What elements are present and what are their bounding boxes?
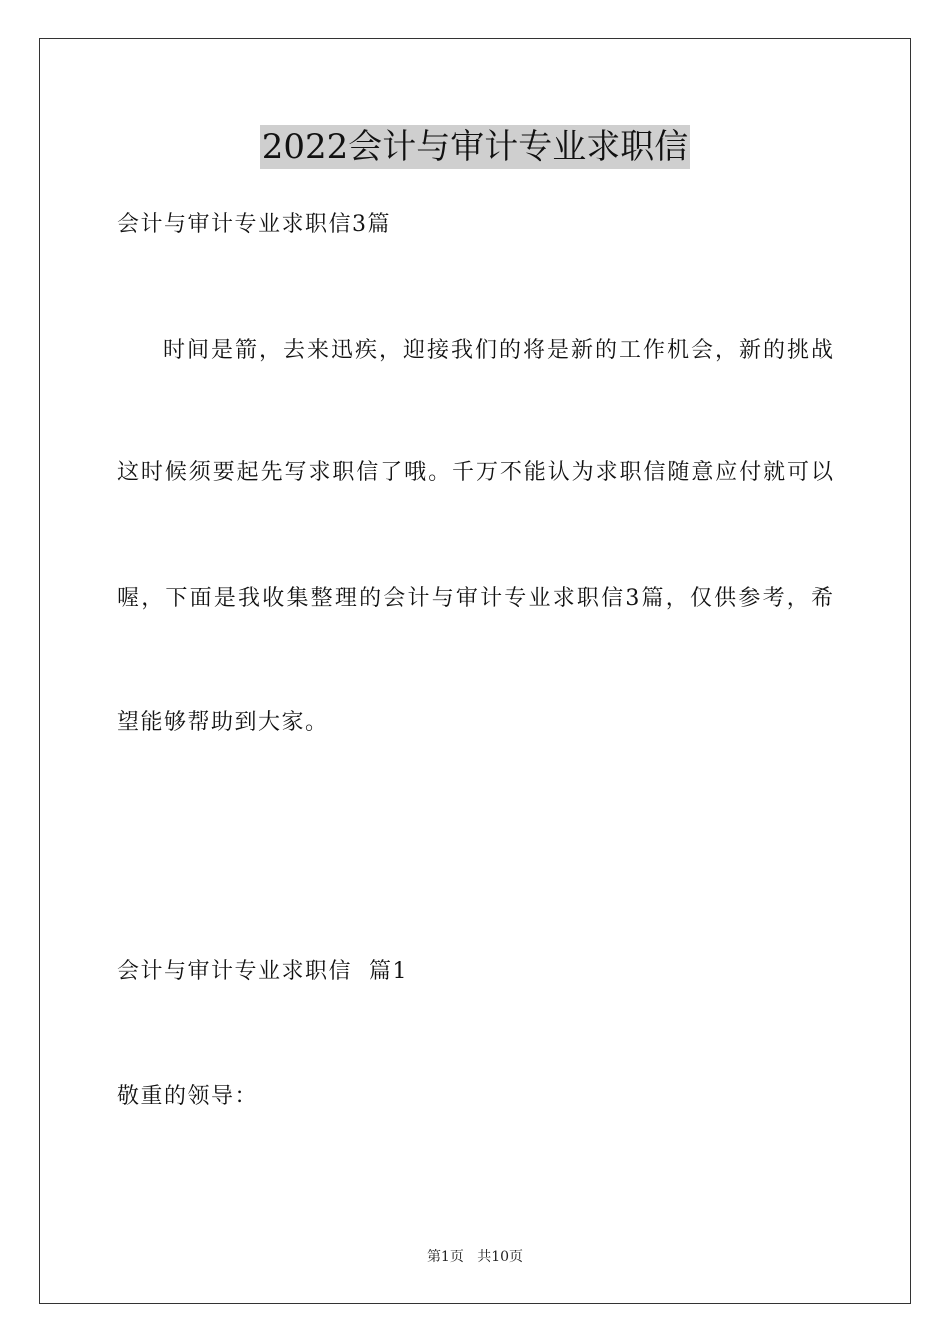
page-total: 共10页: [477, 1249, 524, 1265]
title-wrap: [0, 125, 950, 169]
page-footer: [0, 1247, 950, 1267]
intro-line-4: 望能够帮助到大家。: [117, 710, 329, 735]
intro-line-1: 时间是箭，去来迅疾，迎接我们的将是新的工作机会，新的挑战: [163, 338, 833, 363]
section-heading: 会计与审计专业求职信 篇1: [117, 959, 408, 984]
document-title: 2022会计与审计专业求职信: [261, 127, 689, 167]
salutation: 敬重的领导：: [117, 1084, 259, 1109]
intro-line-2: 这时候须要起先写求职信了哦。千万不能认为求职信随意应付就可以: [117, 460, 833, 485]
document-subtitle: 会计与审计专业求职信3篇: [117, 212, 391, 237]
intro-line-3: 喔，下面是我收集整理的会计与审计专业求职信3篇，仅供参考，希: [117, 586, 833, 611]
page-number: 第1页: [426, 1249, 464, 1265]
